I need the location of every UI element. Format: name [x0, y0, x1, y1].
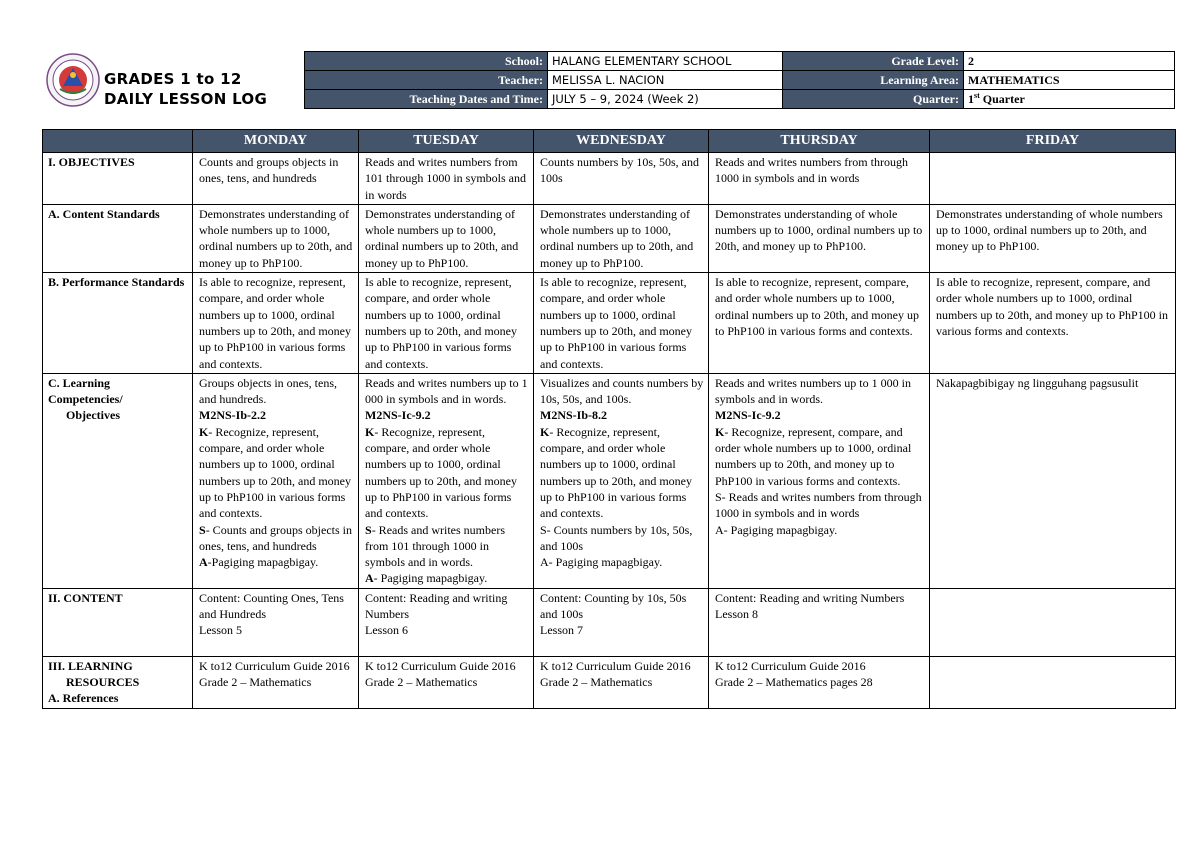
- k-label: K: [715, 424, 725, 439]
- tuesday-cell: [359, 373, 534, 588]
- friday-cell: Nakapagbibigay ng lingguhang pagsusulit: [930, 373, 1176, 588]
- school-value: HALANG ELEMENTARY SCHOOL: [548, 52, 783, 71]
- day-monday: MONDAY: [193, 130, 359, 153]
- grade-value: 2: [964, 52, 1175, 71]
- dates-label: Teaching Dates and Time:: [305, 90, 548, 109]
- content-title: Content: Counting by 10s, 50s and 100s: [540, 590, 687, 622]
- a-label: A: [199, 555, 208, 570]
- row-label: A. Content Standards: [43, 204, 193, 272]
- row-label: [43, 373, 193, 588]
- learning-resources-row: [43, 656, 1176, 708]
- thursday-cell: [709, 656, 930, 708]
- skill-objective: S- Counts numbers by 10s, 50s, and 100s: [540, 522, 693, 553]
- teacher-value: MELISSA L. NACION: [548, 71, 783, 90]
- thursday-cell: Demonstrates understanding of whole numbers up to 1000, ordinal numbers up to 20th, and money up to PhP100.: [709, 204, 930, 272]
- lesson-number: Lesson 5: [199, 623, 242, 638]
- friday-cell: [930, 656, 1176, 708]
- reference-book: Grade 2 – Mathematics: [365, 674, 478, 689]
- day-header-row: [43, 130, 1176, 153]
- monday-cell: [193, 373, 359, 588]
- knowledge-objective: [199, 424, 354, 522]
- reference-guide: K to12 Curriculum Guide 2016: [715, 658, 866, 673]
- quarter-number: 1: [968, 92, 974, 106]
- thursday-cell: [709, 373, 930, 588]
- wednesday-cell: Counts numbers by 10s, 50s, and 100s: [534, 153, 709, 205]
- school-label: School:: [305, 52, 548, 71]
- tuesday-cell: Demonstrates understanding of whole numbers up to 1000, ordinal numbers up to 20th, and money up to PhP100.: [359, 204, 534, 272]
- lesson-log-header: [42, 51, 1175, 112]
- competency-code: M2NS-Ib-8.2: [540, 408, 608, 423]
- tuesday-cell: [359, 656, 534, 708]
- row-label-line: RESOURCES: [66, 674, 140, 689]
- monday-cell: Demonstrates understanding of whole numbers up to 1000, ordinal numbers up to 20th, and money up to PhP100.: [193, 204, 359, 272]
- competency-code: M2NS-Ic-9.2: [365, 408, 431, 423]
- friday-cell: [930, 588, 1176, 656]
- a-text: - Pagiging mapagbigay.: [373, 571, 488, 586]
- row-label: II. CONTENT: [43, 588, 193, 656]
- competency-intro: Reads and writes numbers up to 1 000 in symbols and in words.: [715, 375, 911, 407]
- reference-book: Grade 2 – Mathematics pages 28: [715, 674, 873, 689]
- tuesday-cell: Is able to recognize, represent, compare, and order whole numbers up to 1000, ordinal numbers up to 20th, and money up to PhP100 in various forms and contexts.: [359, 273, 534, 374]
- competency-intro: Groups objects in ones, tens, and hundreds.: [199, 375, 337, 407]
- row-label-line: Competencies/: [48, 392, 123, 407]
- knowledge-objective: [365, 424, 529, 522]
- monday-cell: Counts and groups objects in ones, tens, and hundreds: [193, 153, 359, 205]
- monday-cell: [193, 588, 359, 656]
- k-text: - Recognize, represent, compare, and order whole numbers up to 1000, ordinal numbers up to 20th, and money up to PhP100 in various forms and contexts.: [199, 424, 351, 521]
- friday-cell: Demonstrates understanding of whole numbers up to 1000, ordinal numbers up to 20th, and money up to PhP100.: [930, 204, 1176, 272]
- tuesday-cell: Reads and writes numbers from 101 through 1000 in symbols and in words: [359, 153, 534, 205]
- monday-cell: Is able to recognize, represent, compare, and order whole numbers up to 1000, ordinal numbers up to 20th, and money up to PhP100 in various forms and contexts.: [193, 273, 359, 374]
- quarter-word: Quarter: [982, 92, 1025, 106]
- document-title: [104, 69, 267, 109]
- quarter-label: Quarter:: [783, 90, 964, 109]
- content-row: [43, 588, 1176, 656]
- row-label-line: III. LEARNING: [48, 658, 133, 673]
- corner-cell: [43, 130, 193, 153]
- k-label: K: [199, 424, 209, 439]
- objectives-row: [43, 153, 1176, 205]
- row-label: B. Performance Standards: [43, 273, 193, 374]
- lesson-number: Lesson 6: [365, 623, 408, 638]
- s-label: S: [365, 522, 372, 537]
- grade-label: Grade Level:: [783, 52, 964, 71]
- reference-guide: K to12 Curriculum Guide 2016: [199, 658, 350, 673]
- a-text: -Pagiging mapagbigay.: [207, 555, 319, 570]
- content-title: Content: Counting Ones, Tens and Hundreds: [199, 590, 344, 622]
- a-label: A: [365, 571, 374, 586]
- dates-value: JULY 5 – 9, 2024 (Week 2): [548, 90, 783, 109]
- competency-code: M2NS-Ib-2.2: [199, 408, 267, 423]
- row-label: I. OBJECTIVES: [43, 153, 193, 205]
- row-label-line: Objectives: [66, 408, 120, 423]
- wednesday-cell: [534, 656, 709, 708]
- thursday-cell: Reads and writes numbers from through 1000 in symbols and in words: [709, 153, 930, 205]
- competencies-row: [43, 373, 1176, 588]
- wednesday-cell: Is able to recognize, represent, compare, and order whole numbers up to 1000, ordinal numbers up to 20th, and money up to PhP100 in various forms and contexts.: [534, 273, 709, 374]
- friday-cell: [930, 153, 1176, 205]
- wednesday-cell: [534, 588, 709, 656]
- lesson-log-table: [42, 129, 1176, 709]
- tuesday-cell: [359, 588, 534, 656]
- k-label: K: [365, 424, 375, 439]
- friday-cell: Is able to recognize, represent, compare, and order whole numbers up to 1000, ordinal numbers up to 20th, and money up to PhP100 in various forms and contexts.: [930, 273, 1176, 374]
- row-label-line: A. References: [48, 691, 119, 706]
- content-title: Content: Reading and writing Numbers: [715, 590, 905, 605]
- reference-guide: K to12 Curriculum Guide 2016: [365, 658, 516, 673]
- day-friday: FRIDAY: [930, 130, 1176, 153]
- attitude-objective: [365, 570, 529, 586]
- day-thursday: THURSDAY: [709, 130, 930, 153]
- content-title: Content: Reading and writing Numbers: [365, 590, 508, 622]
- skill-objective: [365, 522, 529, 571]
- attitude-objective: A- Pagiging mapagbigay.: [715, 522, 838, 537]
- quarter-value: [964, 90, 1175, 109]
- performance-standards-row: [43, 273, 1176, 374]
- day-tuesday: TUESDAY: [359, 130, 534, 153]
- s-label: S: [199, 522, 206, 537]
- knowledge-objective: [540, 424, 704, 522]
- lesson-number: Lesson 8: [715, 607, 758, 622]
- s-text: - Counts and groups objects in ones, tens, and hundreds: [199, 522, 353, 553]
- skill-objective: [199, 522, 354, 555]
- attitude-objective: A- Pagiging mapagbigay.: [540, 555, 663, 570]
- thursday-cell: [709, 588, 930, 656]
- k-label: K: [540, 424, 550, 439]
- row-label: [43, 656, 193, 708]
- content-standards-row: [43, 204, 1176, 272]
- lesson-number: Lesson 7: [540, 623, 583, 638]
- k-text: - Recognize, represent, compare, and order whole numbers up to 1000, ordinal numbers up to 20th, and money up to PhP100 in various forms and contexts.: [540, 424, 692, 521]
- area-value: MATHEMATICS: [964, 71, 1175, 90]
- deped-seal-logo: [46, 53, 100, 107]
- title-line-1: GRADES 1 to 12: [104, 70, 242, 88]
- attitude-objective: [199, 554, 354, 570]
- thursday-cell: Is able to recognize, represent, compare, and order whole numbers up to 1000, ordinal numbers up to 20th, and money up to PhP100 in various forms and contexts.: [709, 273, 930, 374]
- reference-book: Grade 2 – Mathematics: [540, 674, 653, 689]
- s-text: - Reads and writes numbers from 101 through 1000 in symbols and in words.: [365, 522, 505, 570]
- skill-objective: S- Reads and writes numbers from through 1000 in symbols and in words: [715, 489, 922, 521]
- k-text: - Recognize, represent, compare, and order whole numbers up to 1000, ordinal numbers up to 20th, and money up to PhP100 in various forms and contexts.: [365, 424, 517, 521]
- competency-intro: Visualizes and counts numbers by 10s, 50s, and 100s.: [540, 375, 704, 407]
- monday-cell: [193, 656, 359, 708]
- area-label: Learning Area:: [783, 71, 964, 90]
- day-wednesday: WEDNESDAY: [534, 130, 709, 153]
- reference-book: Grade 2 – Mathematics: [199, 674, 312, 689]
- title-line-2: DAILY LESSON LOG: [104, 90, 268, 108]
- k-text: - Recognize, represent, compare, and order whole numbers up to 1000, ordinal numbers up to 20th, and money up to PhP100 in various forms and contexts.: [715, 424, 912, 488]
- row-label-line: C. Learning: [48, 375, 111, 390]
- knowledge-objective: [715, 424, 925, 489]
- competency-intro: Reads and writes numbers up to 1 000 in symbols and in words.: [365, 375, 528, 407]
- reference-guide: K to12 Curriculum Guide 2016: [540, 658, 691, 673]
- teacher-label: Teacher:: [305, 71, 548, 90]
- wednesday-cell: [534, 373, 709, 588]
- competency-code: M2NS-Ic-9.2: [715, 408, 781, 423]
- quarter-suffix: st: [974, 91, 980, 100]
- info-table: [304, 51, 1175, 109]
- wednesday-cell: Demonstrates understanding of whole numbers up to 1000, ordinal numbers up to 20th, and money up to PhP100.: [534, 204, 709, 272]
